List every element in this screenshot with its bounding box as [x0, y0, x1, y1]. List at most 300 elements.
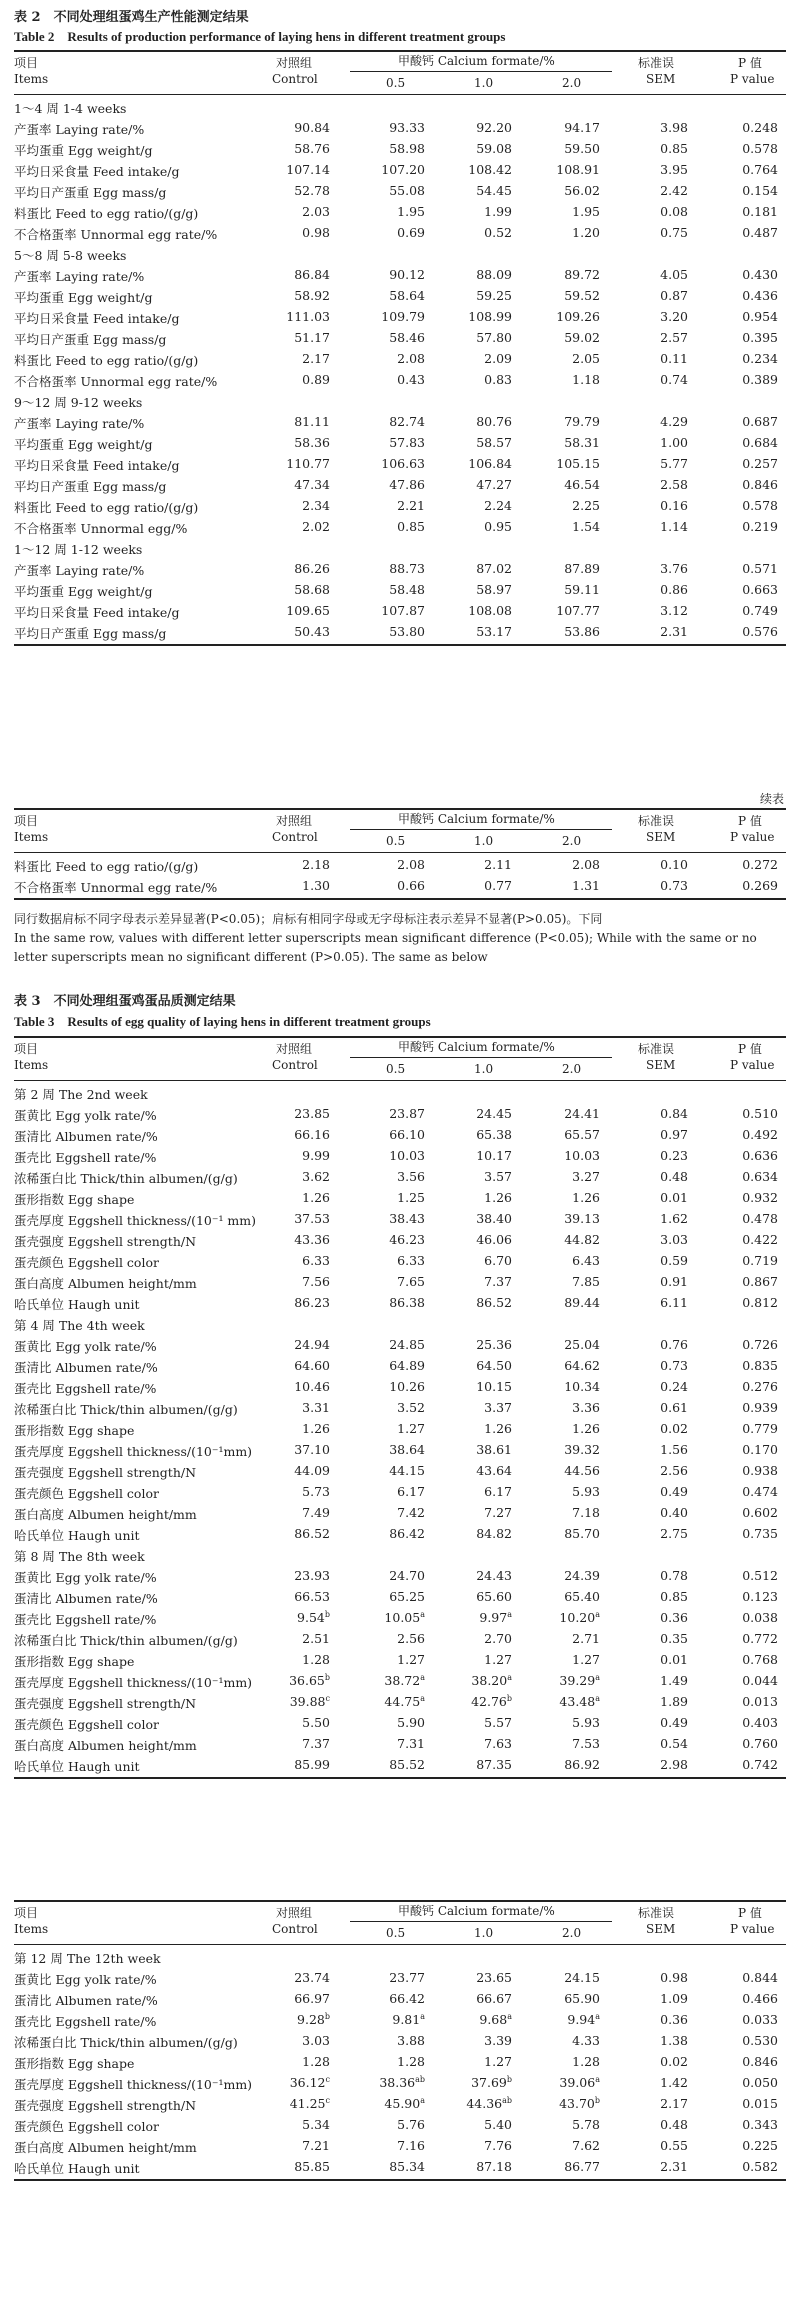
p-value [718, 120, 778, 135]
cf-1-0-value [452, 1211, 512, 1226]
cell-text: 5.77 [660, 456, 688, 471]
table-row [0, 1988, 800, 2009]
cell-text: 3.62 [302, 1169, 330, 1184]
cell-text: 5.93 [572, 1484, 600, 1499]
item-header-en: Items [14, 1058, 49, 1072]
cell-text: 7.37 [302, 1736, 330, 1751]
row-label: 哈氏单位 Haugh unit [14, 1759, 140, 1774]
cell-text: 44.15 [389, 1463, 425, 1478]
cf-2-0-value [540, 1526, 600, 1541]
level-header-0-5: 0.5 [386, 1926, 406, 1940]
table-row [0, 1397, 800, 1418]
cell-text: 41.25 [289, 2096, 326, 2112]
cell-text: 79.79 [564, 414, 600, 429]
cf-0-5-value [365, 1169, 425, 1184]
cell-text: 0.422 [742, 1232, 778, 1247]
cell-text: 23.85 [294, 1106, 330, 1121]
p-value [718, 1127, 778, 1142]
cell-text: 1.95 [397, 204, 425, 219]
cf-2-0-value [540, 1379, 600, 1394]
cell-text: 2.31 [660, 2159, 688, 2174]
cf-0-5-value [365, 1337, 425, 1352]
table-row [0, 1292, 800, 1313]
cell-text: 38.72 [384, 1673, 421, 1689]
control-value [270, 330, 330, 345]
cf-1-0-value [452, 372, 512, 387]
cf-2-0-value [540, 1757, 600, 1772]
cf-2-0-value [540, 1169, 600, 1184]
control-value [270, 1232, 330, 1247]
row-label: 平均蛋重 Egg weight/g [14, 584, 153, 599]
cell-text: 86.77 [564, 2159, 600, 2174]
calcium-formate-header: 甲酸钙 Calcium formate/% [398, 1040, 555, 1054]
control-value [270, 414, 330, 429]
cell-text: 10.15 [476, 1379, 512, 1394]
cell-text: 46.23 [389, 1232, 425, 1247]
row-label: 蛋壳厚度 Eggshell thickness/(10⁻¹mm) [14, 2077, 253, 2092]
control-header-en: Control [272, 72, 318, 86]
p-value [718, 1610, 778, 1625]
sem-value [628, 225, 688, 240]
cf-0-5-value [365, 2138, 425, 2153]
cell-text: 38.40 [476, 1211, 512, 1226]
significance-letter: b [594, 2096, 600, 2105]
section-row [0, 1544, 800, 1565]
cell-text: 59.02 [564, 330, 600, 345]
cf-1-0-value [452, 477, 512, 492]
cf-1-0-value [452, 1358, 512, 1373]
cf-1-0-value [452, 1253, 512, 1268]
cf-0-5-value [365, 183, 425, 198]
cell-text: 44.56 [564, 1463, 600, 1478]
control-value [270, 1484, 330, 1499]
row-label: 蛋清比 Albumen rate/% [14, 1591, 158, 1606]
cell-text: 0.69 [397, 225, 425, 240]
table-row [0, 1628, 800, 1649]
cf-0-5-value [365, 1295, 425, 1310]
row-label: 蛋壳颜色 Eggshell color [14, 1486, 159, 1501]
cell-text: 92.20 [476, 120, 512, 135]
continued-label: 续表 [759, 792, 784, 806]
cell-text: 108.91 [556, 162, 600, 177]
sem-value [628, 1694, 688, 1709]
cell-text: 64.62 [564, 1358, 600, 1373]
cell-text: 58.76 [294, 141, 330, 156]
sem-header-cn: 标准误 [638, 56, 675, 70]
cell-text: 0.719 [742, 1253, 778, 1268]
cf-0-5-value [365, 2159, 425, 2174]
cf-1-0-value [452, 225, 512, 240]
cell-text: 3.39 [484, 2033, 512, 2048]
level-header-2-0: 2.0 [562, 76, 582, 90]
cell-text: 0.91 [660, 1274, 688, 1289]
sem-value [628, 1715, 688, 1730]
cell-text: 86.38 [389, 1295, 425, 1310]
row-label: 蛋清比 Albumen rate/% [14, 1993, 158, 2008]
row-label: 产蛋率 Laying rate/% [14, 122, 145, 137]
control-value [270, 309, 330, 324]
sem-value [628, 2054, 688, 2069]
cell-text: 6.70 [484, 1253, 512, 1268]
control-value [270, 1631, 330, 1646]
cf-2-0-value [540, 1652, 600, 1667]
row-label: 蛋黄比 Egg yolk rate/% [14, 1339, 157, 1354]
cell-text: 93.33 [389, 120, 425, 135]
cf-0-5-value [365, 309, 425, 324]
cell-text: 3.27 [572, 1169, 600, 1184]
p-value [718, 1526, 778, 1541]
sem-header-cn: 标准误 [638, 814, 675, 828]
cf-0-5-value [365, 2075, 425, 2090]
cell-text: 111.03 [286, 309, 330, 324]
cf-2-0-value [540, 141, 600, 156]
p-value [718, 1379, 778, 1394]
p-value [718, 225, 778, 240]
cf-0-5-value [365, 1190, 425, 1205]
control-value [270, 2075, 330, 2090]
cell-text: 7.21 [302, 2138, 330, 2153]
cell-text: 0.571 [742, 561, 778, 576]
cell-text: 0.66 [397, 878, 425, 893]
cell-text: 54.45 [476, 183, 512, 198]
control-value [270, 372, 330, 387]
cell-text: 5.57 [484, 1715, 512, 1730]
table-row [0, 222, 800, 243]
cell-text: 0.36 [660, 2012, 688, 2027]
cell-text: 108.42 [468, 162, 512, 177]
level-header-0-5: 0.5 [386, 76, 406, 90]
control-value [270, 1970, 330, 1985]
cell-text: 2.31 [660, 624, 688, 639]
cell-text: 37.53 [294, 1211, 330, 1226]
table-row [0, 2093, 800, 2114]
cell-text: 64.60 [294, 1358, 330, 1373]
control-value [270, 1295, 330, 1310]
cell-text: 65.57 [564, 1127, 600, 1142]
cell-text: 2.51 [302, 1631, 330, 1646]
control-value [270, 1610, 330, 1625]
sem-value [628, 1631, 688, 1646]
sem-value [628, 1190, 688, 1205]
sem-value [628, 330, 688, 345]
cf-1-0-value [452, 1991, 512, 2006]
significance-letter: a [595, 1610, 600, 1619]
p-value [718, 857, 778, 872]
control-value [270, 1652, 330, 1667]
cell-text: 94.17 [564, 120, 600, 135]
row-label: 蛋壳强度 Eggshell strength/N [14, 1465, 197, 1480]
p-value [718, 561, 778, 576]
cell-text: 24.45 [476, 1106, 512, 1121]
cf-1-0-value [452, 878, 512, 893]
cf-1-0-value [452, 1673, 512, 1688]
p-value [718, 183, 778, 198]
sem-value [628, 1127, 688, 1142]
section-row [0, 1946, 800, 1967]
cf-2-0-value [540, 120, 600, 135]
cf-2-0-value [540, 519, 600, 534]
table-row [0, 1502, 800, 1523]
cell-text: 5.76 [397, 2117, 425, 2132]
sem-value [628, 477, 688, 492]
cf-2-0-value [540, 1253, 600, 1268]
cell-text: 9.94 [567, 2012, 596, 2028]
p-value [718, 1232, 778, 1247]
cf-0-5-value [365, 351, 425, 366]
cell-text: 5.90 [397, 1715, 425, 1730]
cf-0-5-value [365, 1211, 425, 1226]
cf-2-0-value [540, 1631, 600, 1646]
cell-text: 7.76 [484, 2138, 512, 2153]
cell-text: 43.64 [476, 1463, 512, 1478]
sem-value [628, 1232, 688, 1247]
level-header-1-0: 1.0 [474, 834, 494, 848]
cell-text: 0.87 [660, 288, 688, 303]
cell-text: 51.17 [294, 330, 330, 345]
cf-0-5-value [365, 1526, 425, 1541]
row-label: 蛋壳颜色 Eggshell color [14, 2119, 159, 2134]
cf-1-0-value [452, 1169, 512, 1184]
cell-text: 0.75 [660, 225, 688, 240]
p-value [718, 1631, 778, 1646]
level-header-1-0: 1.0 [474, 76, 494, 90]
cf-0-5-value [365, 1442, 425, 1457]
cell-text: 87.18 [476, 2159, 512, 2174]
cell-text: 24.15 [564, 1970, 600, 1985]
table-row [0, 1967, 800, 1988]
cell-text: 1.27 [572, 1652, 600, 1667]
row-label: 蛋白高度 Albumen height/mm [14, 1507, 197, 1522]
cf-0-5-value [365, 1715, 425, 1730]
cf-2-0-value [540, 435, 600, 450]
table-row [0, 2009, 800, 2030]
significance-letter: a [507, 1673, 512, 1682]
cell-text: 0.49 [660, 1484, 688, 1499]
significance-letter: c [325, 1694, 330, 1703]
sem-value [628, 2096, 688, 2111]
cf-2-0-value [540, 2096, 600, 2111]
cell-text: 7.65 [397, 1274, 425, 1289]
item-header-en: Items [14, 1922, 49, 1936]
cf-0-5-value [365, 1127, 425, 1142]
row-label: 蛋壳强度 Eggshell strength/N [14, 1696, 197, 1711]
cell-text: 0.02 [660, 1421, 688, 1436]
cell-text: 2.17 [302, 351, 330, 366]
cf-1-0-value [452, 582, 512, 597]
cf-1-0-value [452, 1652, 512, 1667]
cf-1-0-value [452, 1463, 512, 1478]
cf-0-5-value [365, 1589, 425, 1604]
cf-0-5-value [365, 603, 425, 618]
p-value [718, 162, 778, 177]
significance-letter: a [420, 1673, 425, 1682]
cell-text: 9.28 [297, 2012, 325, 2028]
cell-text: 38.64 [389, 1442, 425, 1457]
bottom-rule [14, 644, 786, 646]
section-label: 第 8 周 The 8th week [14, 1549, 145, 1564]
cell-text: 107.14 [286, 162, 330, 177]
sem-value [628, 1757, 688, 1772]
cf-2-0-value [540, 183, 600, 198]
cf-2-0-value [540, 1463, 600, 1478]
cell-text: 1.00 [660, 435, 688, 450]
control-value [270, 351, 330, 366]
cell-text: 1.30 [302, 878, 330, 893]
control-value [270, 477, 330, 492]
table-row [0, 1103, 800, 1124]
cell-text: 0.050 [742, 2075, 778, 2090]
cell-text: 0.634 [742, 1169, 778, 1184]
cell-text: 37.69 [471, 2075, 507, 2091]
cell-text: 44.36 [466, 2096, 503, 2112]
p-value [718, 2096, 778, 2111]
cell-text: 9.97 [479, 1610, 508, 1626]
row-label: 浓稀蛋白比 Thick/thin albumen/(g/g) [14, 2035, 238, 2050]
cf-2-0-value [540, 477, 600, 492]
row-label: 蛋壳比 Eggshell rate/% [14, 1612, 157, 1627]
section-row [0, 1313, 800, 1334]
sem-value [628, 1589, 688, 1604]
row-label: 蛋壳强度 Eggshell strength/N [14, 2098, 197, 2113]
cf-0-5-value [365, 1568, 425, 1583]
row-label: 料蛋比 Feed to egg ratio/(g/g) [14, 859, 199, 874]
row-label: 蛋清比 Albumen rate/% [14, 1129, 158, 1144]
table-row [0, 1754, 800, 1775]
cf-0-5-value [365, 435, 425, 450]
row-label: 哈氏单位 Haugh unit [14, 1528, 140, 1543]
cell-text: 0.01 [660, 1190, 688, 1205]
control-value [270, 1337, 330, 1352]
cell-text: 0.23 [660, 1148, 688, 1163]
cf-0-5-value [365, 456, 425, 471]
sem-value [628, 162, 688, 177]
significance-letter: b [506, 1694, 512, 1703]
cell-text: 7.18 [572, 1505, 600, 1520]
table2-caption-cn: 表 2 不同处理组蛋鸡生产性能测定结果 [14, 10, 249, 25]
cell-text: 39.29 [559, 1673, 596, 1689]
cf-0-5-value [365, 1232, 425, 1247]
sem-value [628, 414, 688, 429]
cell-text: 65.90 [564, 1991, 600, 2006]
cf-1-0-value [452, 1970, 512, 1985]
sem-value [628, 2033, 688, 2048]
cell-text: 10.17 [476, 1148, 512, 1163]
cell-text: 7.16 [397, 2138, 425, 2153]
cf-1-0-value [452, 1757, 512, 1772]
control-value [270, 1673, 330, 1688]
top-rule [14, 808, 786, 810]
sem-value [628, 1970, 688, 1985]
p-value [718, 2012, 778, 2027]
cf-0-5-value [365, 1463, 425, 1478]
cell-text: 1.26 [572, 1190, 600, 1205]
cell-text: 0.726 [742, 1337, 778, 1352]
cell-text: 0.812 [742, 1295, 778, 1310]
cell-text: 7.42 [397, 1505, 425, 1520]
cell-text: 24.94 [294, 1337, 330, 1352]
cell-text: 53.86 [564, 624, 600, 639]
p-value [718, 1970, 778, 1985]
sem-value [628, 456, 688, 471]
significance-letter: a [595, 1673, 600, 1682]
control-value [270, 183, 330, 198]
cf-1-0-value [452, 288, 512, 303]
control-value [270, 624, 330, 639]
sem-value [628, 1358, 688, 1373]
cell-text: 1.89 [660, 1694, 688, 1709]
table-row [0, 1418, 800, 1439]
control-value [270, 120, 330, 135]
cell-text: 2.09 [484, 351, 512, 366]
cell-text: 1.28 [302, 2054, 330, 2069]
cf-1-0-value [452, 1610, 512, 1625]
cell-text: 7.37 [484, 1274, 512, 1289]
cell-text: 108.99 [468, 309, 512, 324]
cell-text: 7.63 [484, 1736, 512, 1751]
cf-0-5-value [365, 288, 425, 303]
cell-text: 106.63 [381, 456, 425, 471]
cell-text: 6.33 [397, 1253, 425, 1268]
control-value [270, 1400, 330, 1415]
cf-1-0-value [452, 2012, 512, 2027]
cell-text: 0.11 [660, 351, 688, 366]
cell-text: 10.34 [564, 1379, 600, 1394]
cf-2-0-value [540, 1568, 600, 1583]
sem-value [628, 435, 688, 450]
cf-0-5-value [365, 1148, 425, 1163]
cf-2-0-value [540, 456, 600, 471]
table-row [0, 1229, 800, 1250]
row-label: 蛋形指数 Egg shape [14, 2056, 135, 2071]
bottom-rule [14, 898, 786, 900]
table-row [0, 201, 800, 222]
cell-text: 7.49 [302, 1505, 330, 1520]
p-header-cn: P 值 [738, 814, 762, 828]
control-value [270, 1106, 330, 1121]
sem-value [628, 183, 688, 198]
table-row [0, 1712, 800, 1733]
cell-text: 1.31 [572, 878, 600, 893]
cf-1-0-value [452, 351, 512, 366]
table-row [0, 117, 800, 138]
cell-text: 66.16 [294, 1127, 330, 1142]
cell-text: 0.269 [742, 878, 778, 893]
cf-1-0-value [452, 2159, 512, 2174]
cell-text: 87.35 [476, 1757, 512, 1772]
p-header-en: P value [730, 830, 775, 844]
cell-text: 59.50 [564, 141, 600, 156]
cell-text: 0.602 [742, 1505, 778, 1520]
cell-text: 2.56 [660, 1463, 688, 1478]
cell-text: 3.95 [660, 162, 688, 177]
p-value [718, 1358, 778, 1373]
table-row [0, 1460, 800, 1481]
cell-text: 2.08 [397, 857, 425, 872]
p-value [718, 309, 778, 324]
cell-text: 0.86 [660, 582, 688, 597]
calcium-formate-header: 甲酸钙 Calcium formate/% [398, 812, 555, 826]
cf-2-0-value [540, 1715, 600, 1730]
cf-1-0-value [452, 435, 512, 450]
cf-2-0-value [540, 288, 600, 303]
cell-text: 25.04 [564, 1337, 600, 1352]
row-label: 平均蛋重 Egg weight/g [14, 143, 153, 158]
cf-1-0-value [452, 162, 512, 177]
significance-letter: a [420, 2012, 425, 2021]
cf-2-0-value [540, 1484, 600, 1499]
cf-2-0-value [540, 2075, 600, 2090]
cell-text: 2.57 [660, 330, 688, 345]
